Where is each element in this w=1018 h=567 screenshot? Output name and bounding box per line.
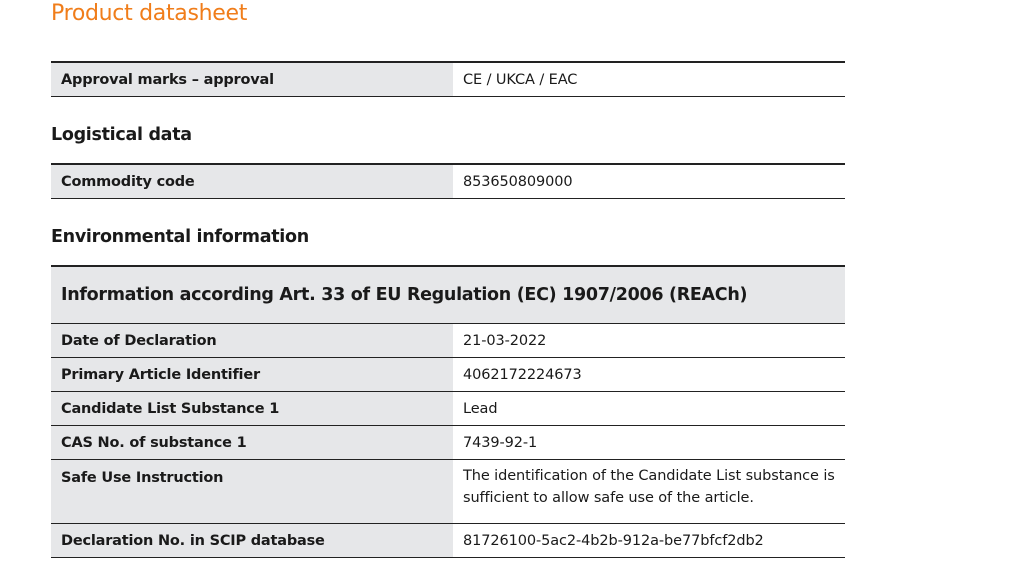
table-row [51,392,845,426]
row-key: Declaration No. in SCIP database [51,524,453,558]
row-value: 7439-92-1 [453,426,845,460]
environmental-table [51,265,845,558]
table-row [51,426,845,460]
page-title: Product datasheet [51,1,248,26]
reach-heading-row [51,266,845,324]
row-key: Commodity code [51,164,453,199]
row-value: 4062172224673 [453,358,845,392]
row-value: 853650809000 [453,164,845,199]
table-row [51,324,845,358]
approval-table [51,61,845,97]
row-key: Approval marks – approval [51,62,453,97]
table-row [51,358,845,392]
table-row [51,62,845,97]
row-value: The identification of the Candidate List substance is sufficient to allow safe use of the article. [453,460,845,524]
row-key: Date of Declaration [51,324,453,358]
section-title-environmental: Environmental information [51,227,309,247]
row-key: Candidate List Substance 1 [51,392,453,426]
row-value: CE / UKCA / EAC [453,62,845,97]
row-value: Lead [453,392,845,426]
row-key: Primary Article Identifier [51,358,453,392]
row-value: 81726100-5ac2-4b2b-912a-be77bfcf2db2 [453,524,845,558]
row-key: CAS No. of substance 1 [51,426,453,460]
section-title-logistical: Logistical data [51,125,192,145]
table-row [51,524,845,558]
logistical-table [51,163,845,199]
row-value: 21-03-2022 [453,324,845,358]
table-row [51,164,845,199]
table-row [51,460,845,524]
reach-heading: Information according Art. 33 of EU Regulation (EC) 1907/2006 (REACh) [51,266,845,324]
row-key: Safe Use Instruction [51,460,453,524]
